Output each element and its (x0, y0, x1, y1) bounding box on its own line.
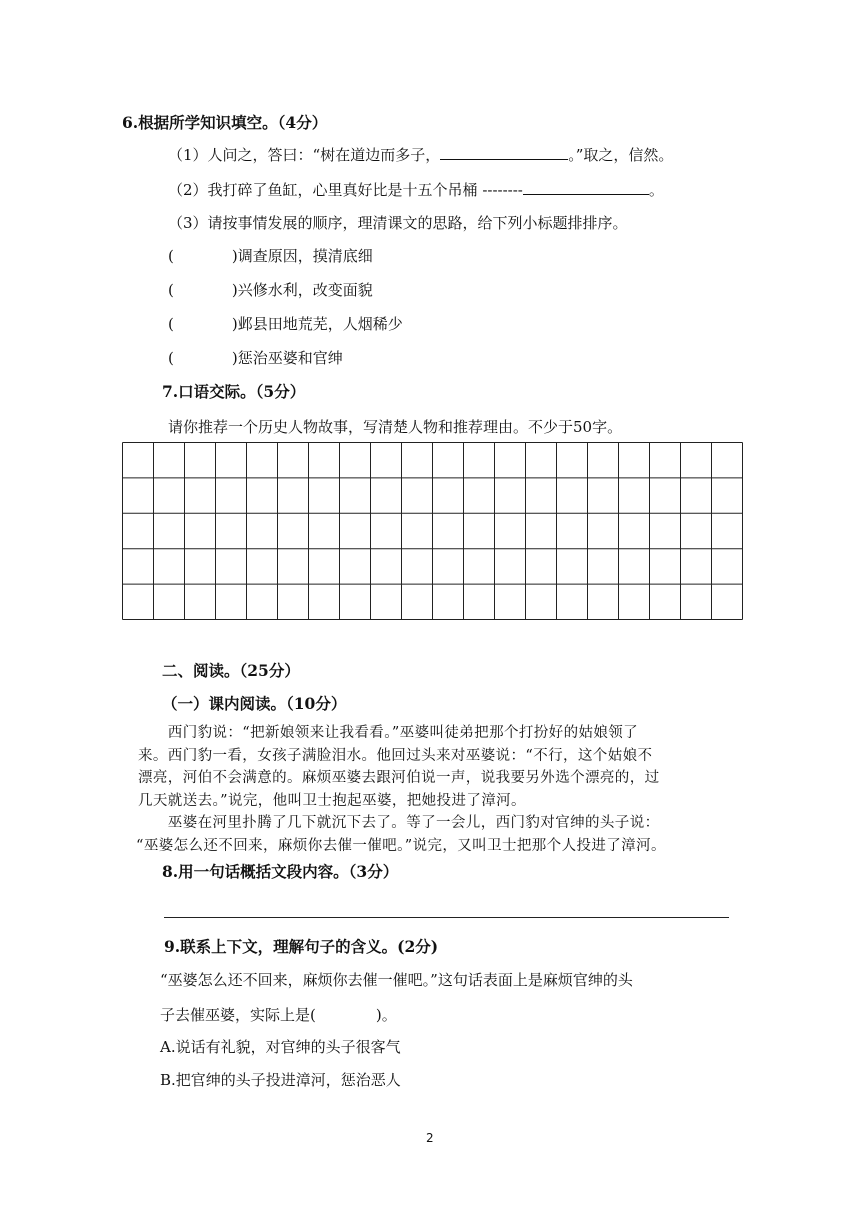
q7-title: 7.口语交际。（5分） (162, 382, 306, 401)
passage-line: “巫婆怎么还不回来，麻烦你去催一催吧。”说完，又叫卫士把那个人投进了漳河。 (136, 837, 666, 854)
q9-question-line1: “巫婆怎么还不回来，麻烦你去催一催吧。”这句话表面上是麻烦官绅的头 (160, 971, 633, 989)
passage (138, 722, 666, 857)
q9-option-a[interactable]: A.说话有礼貌，对官绅的头子很客气 (160, 1038, 401, 1056)
q6-title: 6.根据所学知识填空。（4分） (122, 113, 328, 132)
writing-grid[interactable] (122, 442, 744, 621)
passage-line: 来。西门豹一看，女孩子满脸泪水。他回过头来对巫婆说：“不行，这个姑娘不 (138, 747, 653, 764)
passage-line: 漂亮，河伯不会满意的。麻烦巫婆去跟河伯说一声，说我要另外选个漂亮的，过 (138, 770, 660, 786)
q6-item-1-blank[interactable] (440, 145, 568, 160)
order-item-label: 惩治巫婆和官绅 (237, 349, 343, 367)
q6-item-2 (168, 180, 664, 200)
order-item (168, 348, 343, 368)
q6-item-1-suffix: 。”取之，信然。 (568, 146, 674, 164)
section2-sub1: （一）课内阅读。（10分） (162, 694, 347, 713)
passage-line: 巫婆在河里扑腾了几下就沉下去了。等了一会儿，西门豹对官绅的头子说： (138, 815, 660, 831)
q6-item-3: （3）请按事情发展的顺序，理清课文的思路，给下列小标题排排序。 (168, 214, 628, 232)
q9-question-line2: 子去催巫婆，实际上是( )。 (160, 1006, 397, 1024)
order-item-label: 兴修水利，改变面貌 (237, 281, 373, 299)
q8-answer-line[interactable] (164, 917, 729, 918)
order-item (168, 314, 403, 334)
order-item (168, 246, 373, 266)
order-item (168, 280, 373, 300)
q6-item-1 (168, 145, 673, 165)
order-blank[interactable]: ( ) (168, 247, 238, 265)
passage-line: 几天就送去。”说完，他叫卫士抱起巫婆，把她投进了漳河。 (138, 792, 526, 809)
q7-prompt: 请你推荐一个历史人物故事，写清楚人物和推荐理由。不少于50字。 (168, 418, 623, 436)
section2-title: 二、阅读。（25分） (162, 661, 300, 680)
passage-line: 西门豹说：“把新娘领来让我看看。”巫婆叫徒弟把那个打扮好的姑娘领了 (138, 725, 639, 741)
order-item-label: 邺县田地荒芜，人烟稀少 (237, 315, 403, 333)
q8-title: 8.用一句话概括文段内容。（3分） (162, 862, 399, 881)
q6-item-1-prefix: （1）人问之，答曰：“树在道边而多子， (168, 146, 441, 164)
q9-option-b[interactable]: B.把官绅的头子投进漳河，惩治恶人 (160, 1071, 401, 1089)
q9-title: 9.联系上下文，理解句子的含义。(2分) (164, 937, 439, 956)
order-blank[interactable]: ( ) (168, 349, 238, 367)
q6-item-2-blank[interactable] (523, 180, 649, 195)
page-number: 2 (426, 1131, 434, 1145)
order-item-label: 调查原因，摸清底细 (237, 247, 373, 265)
order-blank[interactable]: ( ) (168, 281, 238, 299)
q6-item-2-prefix: （2）我打碎了鱼缸，心里真好比是十五个吊桶 -------- (168, 181, 523, 199)
q6-item-2-suffix: 。 (648, 181, 664, 199)
order-blank[interactable]: ( ) (168, 315, 238, 333)
